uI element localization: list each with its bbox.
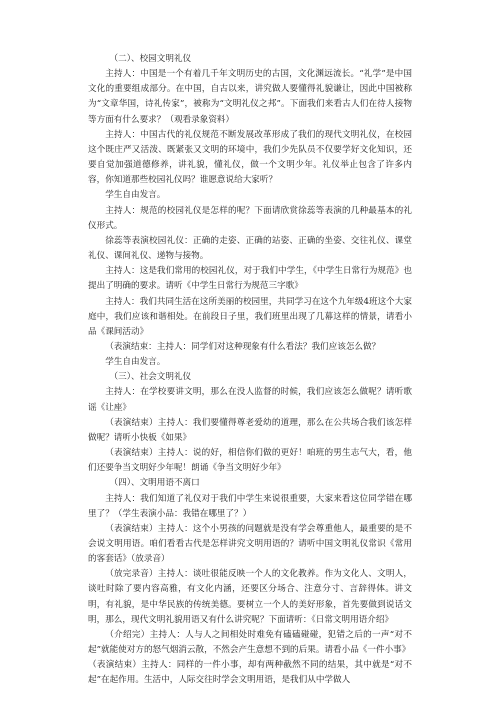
body-paragraph: （表演结束）主持人：同样的一件小事，却有两种截然不同的结果，其中就是“对不起”在起作用。生活中，人际交往时学会文明用语，是我们从中学做人	[88, 660, 412, 686]
body-paragraph: （表演结束）主持人：这个小男孩的问题就是没有学会尊重他人，最重要的是不会说文明用语。咱们看看古代是怎样讲究文明用语的？请听中国文明礼仪常识《常用的客套话》（放录音）	[88, 523, 412, 565]
body-paragraph: 主持人：这是我们常用的校园礼仪，对于我们中学生，《中学生日常行为规范》也提出了明确的要求。请听《中学生日常行为规范三字歌》	[88, 266, 412, 292]
body-paragraph: （表演结束：主持人：同学们对这种现象有什么看法？我们应该怎么做？	[105, 341, 381, 352]
section-heading: （三）、社会文明礼仪	[109, 372, 192, 383]
body-paragraph: 主持人：中国是一个有着几千年文明历史的古国，文化渊远流长。“礼学”是中国文化的重要组成部分。在中国，自古以来，讲究做人要懂得礼貌谦让，因此中国被称为“文章华国，诗礼传家”，被称为“文明礼仪之邦”。下面我们来看古人们在待人接物等方面有什么要求？（观看录象资料）	[88, 69, 412, 125]
body-paragraph: 主持人：规范的校园礼仪是怎样的呢？下面请欣赏徐蕊等表演的几种最基本的礼仪形式。	[88, 205, 412, 231]
body-paragraph: （表演结束）主持人：我们要懂得尊老爱幼的道理，那么在公共场合我们该怎样做呢？请听小快板《如果》	[88, 417, 412, 443]
body-paragraph: 主持人：中国古代的礼仪规范不断发展改革形成了我们的现代文明礼仪，在校园这个既庄严又活泼、既紧张又文明的环境中，我们少先队员不仅要学好文化知识，还要自觉加强道德修养，讲礼貌，懂礼仪，做一个文明少年。礼仪举止包含了许多内容，你知道那些校园礼仪吗？谁愿意说给大家听？	[88, 129, 412, 186]
body-paragraph: 学生自由发言。	[105, 190, 166, 201]
body-paragraph: （表演结束）主持人：说的好，相信你们做的更好！咱班的男生志气大，看，他们还要争当文明好少年呢！朗诵《争当文明好少年》	[88, 448, 412, 474]
body-paragraph: 主持人：在学校要讲文明，那么在没人监督的时候，我们应该怎么做呢？请听歌谣《让座》	[88, 387, 412, 413]
section-heading: （四）、文明用语不离口	[109, 478, 200, 489]
body-paragraph: 主持人：我们共同生活在这所美丽的校园里，共同学习在这个九年级4班这个大家庭中，我们应该和谐相处。在前段日子里，我们班里出现了几幕这样的情景，请看小品《课间活动》	[88, 296, 412, 337]
body-paragraph: （放完录音）主持人：谈吐很能反映一个人的文化教养。作为文化人、文明人，谈吐时除了要内容高雅，有文化内涵，还要区分场合、注意分寸、言辞得体。讲文明，有礼貌，是中华民族的传统美德。要树立一个人的美好形象，首先要做到说话文明，那么，现代文明礼貌用语又有什么讲究呢？下面请听：《日常文明用语介绍》	[88, 569, 412, 625]
body-paragraph: 学生自由发言。	[105, 357, 166, 368]
body-paragraph: 徐蕊等表演校园礼仪：正确的走姿、正确的站姿、正确的坐姿、交往礼仪、课堂礼仪、课间礼仪、递物与接物。	[88, 235, 412, 262]
body-paragraph: （介绍完）主持人：人与人之间相处时难免有磕磕碰碰，犯错之后的一声“对不起”就能使对方的怒气烟消云散，不然会产生意想不到的后果。请看小品《一件小事》	[88, 629, 412, 656]
body-paragraph: 主持人：我们知道了礼仪对于我们中学生来说很重要，大家来看这位同学错在哪里了？（学生表演小品：我错在哪里了？）	[88, 493, 412, 519]
section-heading: （二）、校园文明礼仪	[109, 54, 192, 64]
